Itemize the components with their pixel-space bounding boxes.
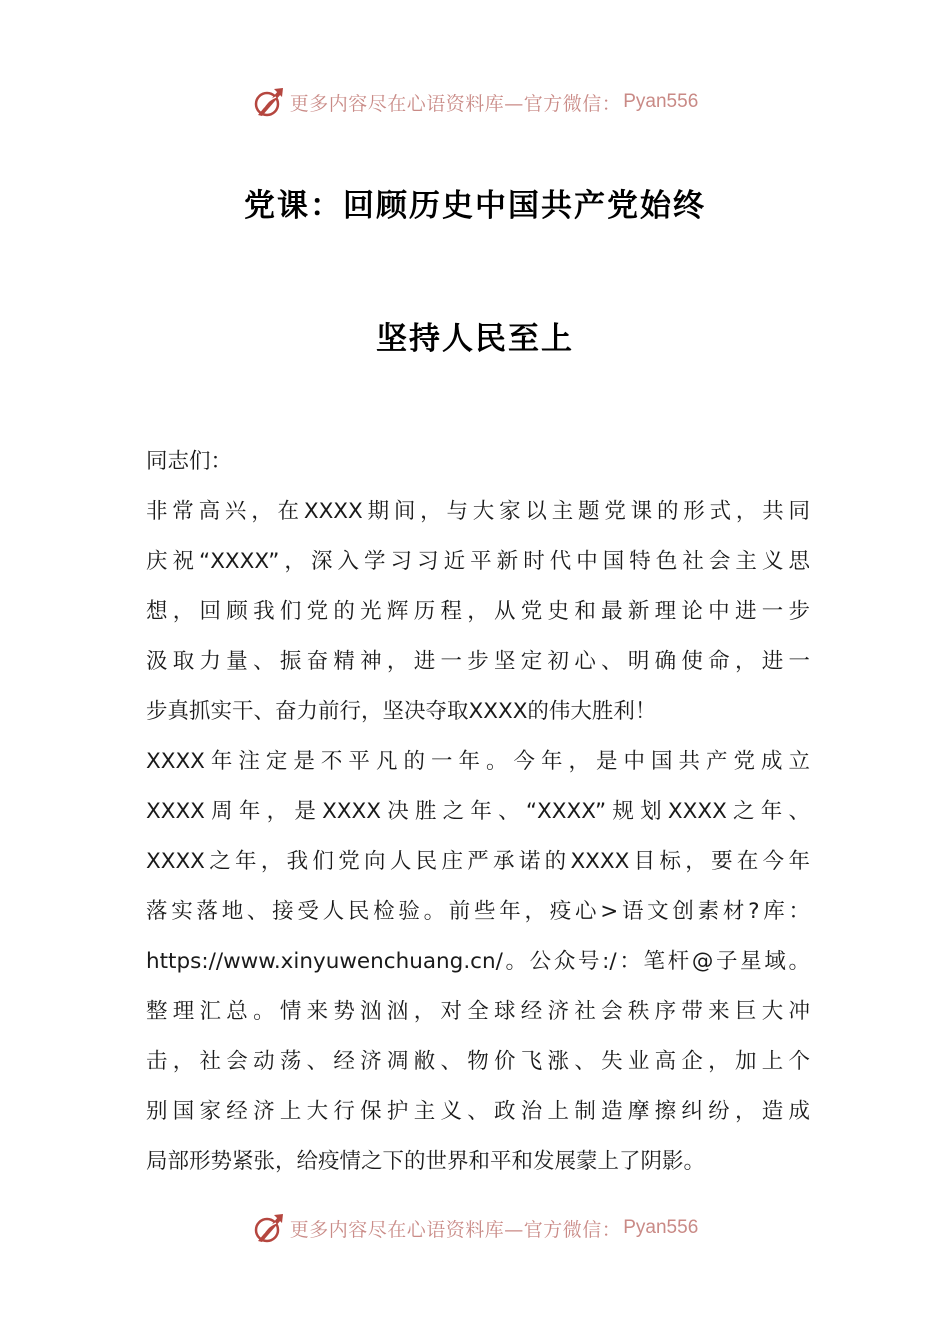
banner-wechat-id: Pyan556 xyxy=(623,1217,699,1238)
body-line: XXXX周年，是XXXX决胜之年、“XXXX”规划XXXX之年、 xyxy=(146,799,810,824)
body-line: 击，社会动荡、经济凋敝、物价飞涨、失业高企，加上个 xyxy=(146,1049,810,1074)
body-line: 非常高兴，在XXXX期间，与大家以主题党课的形式，共同 xyxy=(146,499,810,524)
header-watermark-banner xyxy=(0,82,950,122)
body-line: https://www.xinyuwenchuang.cn/。公众号:/：笔杆@子星域。 xyxy=(146,949,810,974)
body-line: XXXX年注定是不平凡的一年。今年，是中国共产党成立 xyxy=(146,749,810,774)
banner-text: 更多内容尽在心语资料库—官方微信： xyxy=(289,1218,622,1241)
body-line: 别国家经济上大行保护主义、政治上制造摩擦纠纷，造成 xyxy=(146,1099,810,1124)
document-title-line-2: 坚持人民至上 xyxy=(376,321,574,357)
document-title-line-1: 党课：回顾历史中国共产党始终 xyxy=(244,188,706,224)
body-line: 同志们： xyxy=(146,449,233,474)
body-line: 落实落地、接受人民检验。前些年，疫心>语文创素材?库： xyxy=(146,899,810,924)
document-body xyxy=(146,437,810,1187)
banner-text: 更多内容尽在心语资料库—官方微信： xyxy=(289,92,622,115)
quill-logo-icon xyxy=(252,1211,286,1245)
body-line: 步真抓实干、奋力前行，坚决夺取XXXX的伟大胜利！ xyxy=(146,699,657,724)
footer-watermark-banner xyxy=(0,1208,950,1248)
banner-wechat-id: Pyan556 xyxy=(623,91,699,112)
body-line: 想，回顾我们党的光辉历程，从党史和最新理论中进一步 xyxy=(146,599,810,624)
body-line: XXXX之年，我们党向人民庄严承诺的XXXX目标，要在今年 xyxy=(146,849,810,874)
body-line: 庆祝“XXXX”，深入学习习近平新时代中国特色社会主义思 xyxy=(146,549,810,574)
body-line: 汲取力量、振奋精神，进一步坚定初心、明确使命，进一 xyxy=(146,649,810,674)
body-line: 局部形势紧张，给疫情之下的世界和平和发展蒙上了阴影。 xyxy=(146,1149,706,1174)
body-line: 整理汇总。情来势汹汹，对全球经济社会秩序带来巨大冲 xyxy=(146,999,810,1024)
quill-logo-icon xyxy=(252,85,286,119)
